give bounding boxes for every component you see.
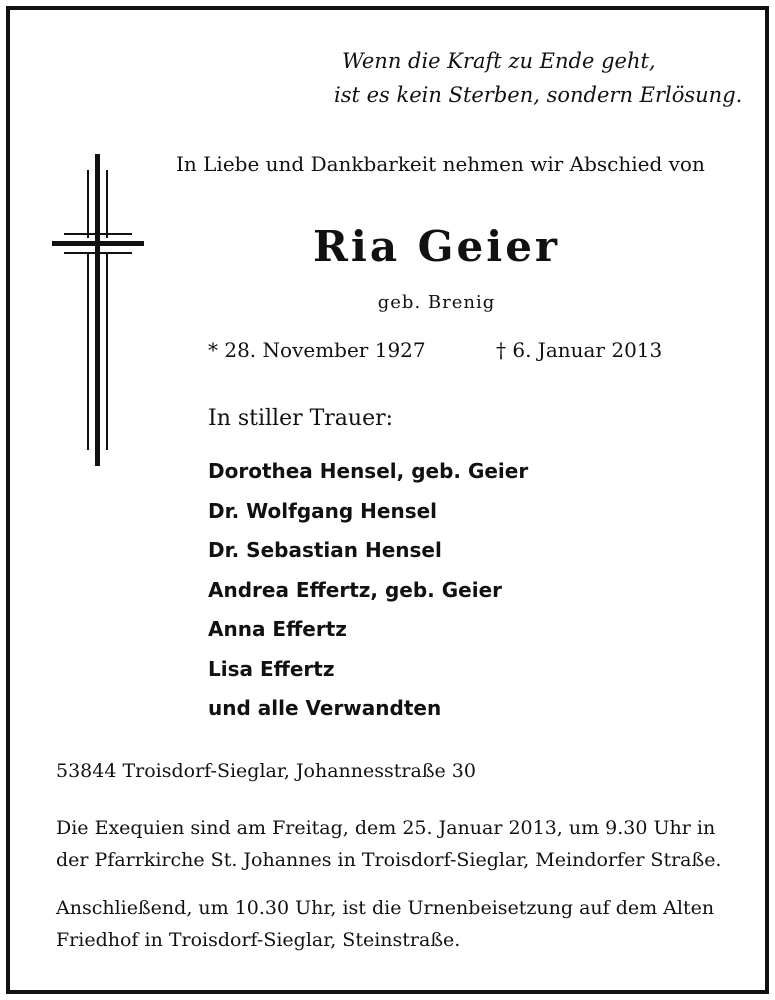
mourner-list <box>208 452 528 729</box>
mourner: Dr. Wolfgang Hensel <box>208 498 438 523</box>
motto-line-2: ist es kein Sterben, sondern Erlösung. <box>334 83 743 107</box>
mourner: Andrea Effertz, geb. Geier <box>208 577 502 602</box>
mourner: Dorothea Hensel, geb. Geier <box>208 459 529 483</box>
birth-name: geb. Brenig <box>377 292 496 313</box>
motto <box>334 44 743 112</box>
exequien-text: Die Exequien sind am Freitag, dem 25. Januar 2013, um 9.30 Uhr in der Pfarrkirche St. Johannes in Troisdorf-Sieglar, Meindorfer Straße. <box>56 817 722 871</box>
death-date: † 6. Januar 2013 <box>496 338 663 362</box>
mourner: und alle Verwandten <box>208 696 442 720</box>
burial-text: Anschließend, um 10.30 Uhr, ist die Urnenbeisetzung auf dem Alten Friedhof in Troisdorf-Sieglar, Steinstraße. <box>56 897 715 951</box>
birth-date: * 28. November 1927 <box>208 338 426 362</box>
deceased-name: Ria Geier <box>312 222 561 271</box>
mourner: Lisa Effertz <box>208 656 335 681</box>
intro-text: In Liebe und Dankbarkeit nehmen wir Abschied von <box>176 152 705 176</box>
mourning-title: In stiller Trauer: <box>208 406 394 431</box>
motto-line-1: Wenn die Kraft zu Ende geht, <box>342 49 656 73</box>
mourner: Dr. Sebastian Hensel <box>208 538 442 562</box>
address: 53844 Troisdorf-Sieglar, Johannesstraße 30 <box>56 760 476 782</box>
mourner: Anna Effertz <box>208 617 347 641</box>
